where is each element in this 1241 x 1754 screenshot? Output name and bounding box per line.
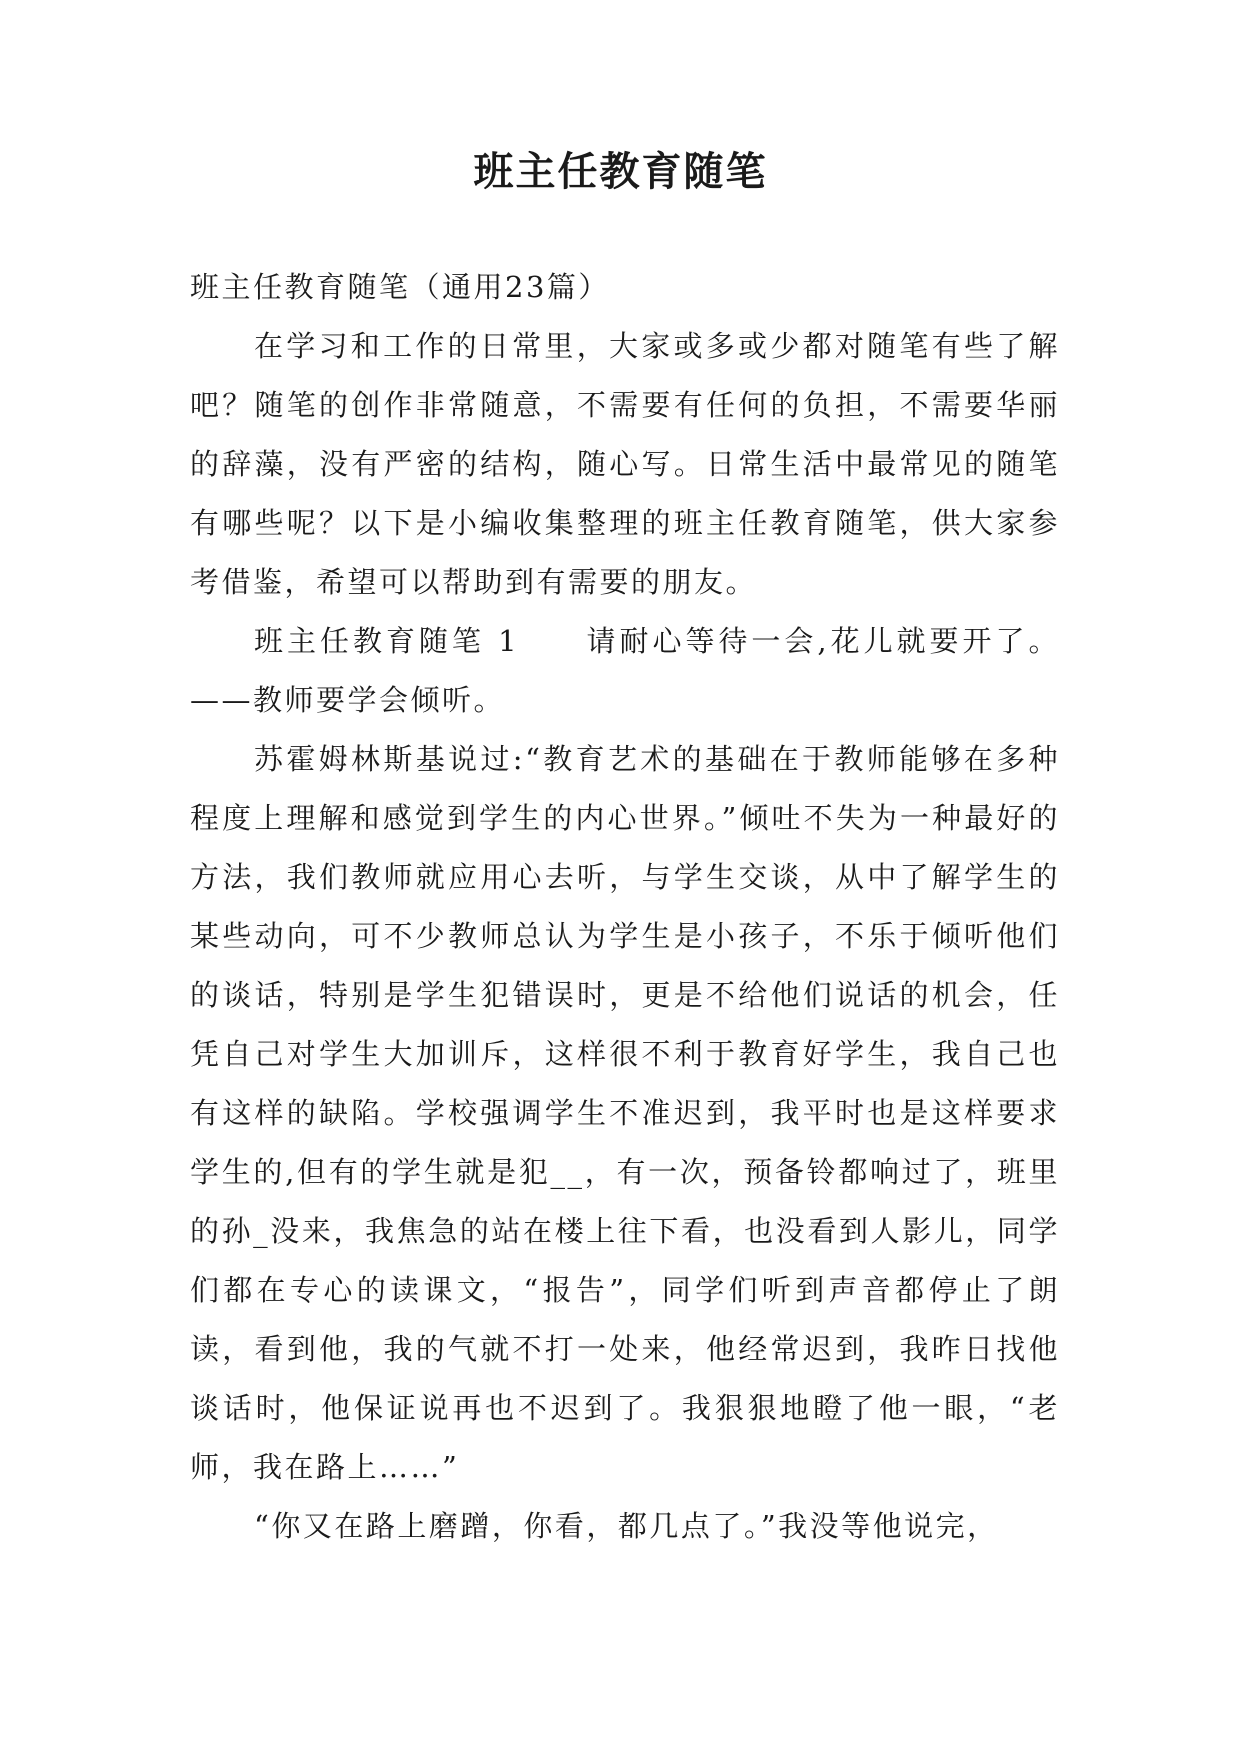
paragraph-story: 苏霍姆林斯基说过:“教育艺术的基础在于教师能够在多种程度上理解和感觉到学生的内心世界。”倾吐不失为一种最好的方法，我们教师就应用心去听，与学生交谈，从中了解学生的某些动向，可不少教师总认为学生是小孩子，不乐于倾听他们的谈话，特别是学生犯错误时，更是不给他们说话的机会，任凭自己对学生大加训斥，这样很不利于教育好学生，我自己也有这样的缺陷。学校强调学生不准迟到，我平时也是这样要求学生的,但有的学生就是犯__，有一次，预备铃都响过了，班里的孙_没来，我焦急的站在楼上往下看，也没看到人影儿，同学们都在专心的读课文，“报告”，同学们听到声音都停止了朗读，看到他，我的气就不打一处来，他经常迟到，我昨日找他谈话时，他保证说再也不迟到了。我狠狠地瞪了他一眼，“老师，我在路上……”	[190, 742, 1060, 1484]
paragraph-intro: 在学习和工作的日常里，大家或多或少都对随笔有些了解吧？随笔的创作非常随意，不需要有任何的负担，不需要华丽的辞藻，没有严密的结构，随心写。日常生活中最常见的随笔有哪些呢？以下是小编收集整理的班主任教育随笔，供大家参考借鉴，希望可以帮助到有需要的朋友。	[190, 329, 1060, 599]
paragraph-essay-heading: 班主任教育随笔 1 请耐心等待一会,花儿就要开了。——教师要学会倾听。	[190, 624, 1060, 717]
document-subtitle: 班主任教育随笔（通用23篇）	[190, 270, 610, 304]
paragraph-dialogue: “你又在路上磨蹭，你看，都几点了。”我没等他说完，	[254, 1509, 999, 1543]
document-body	[190, 258, 1060, 1556]
document-title: 班主任教育随笔	[473, 149, 768, 195]
